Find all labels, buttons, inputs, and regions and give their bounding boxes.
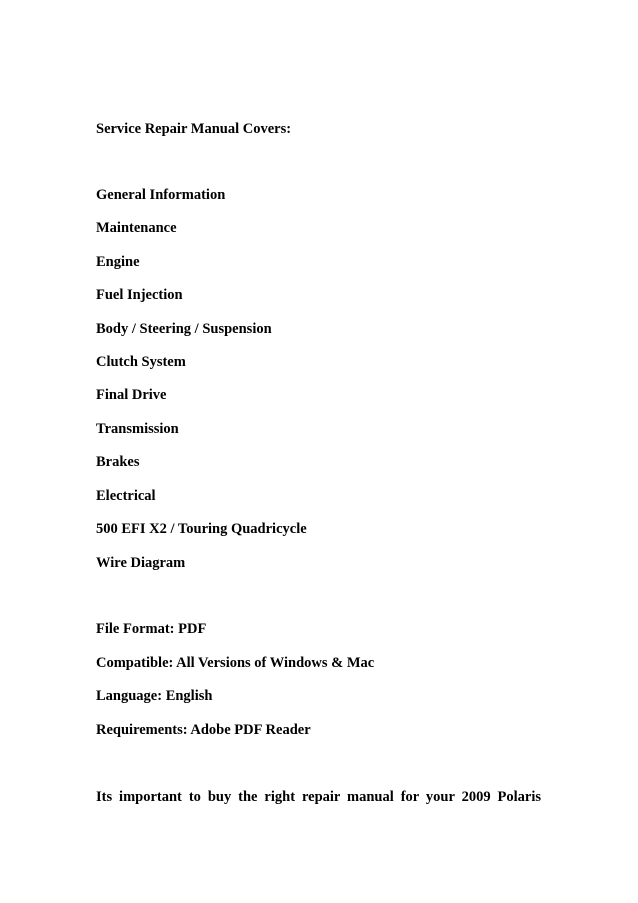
list-item-general-information: General Information — [96, 187, 226, 203]
list-item-brakes: Brakes — [96, 454, 140, 470]
list-item-fuel-injection: Fuel Injection — [96, 287, 183, 303]
list-item-wire-diagram: Wire Diagram — [96, 555, 186, 571]
compatibility: Compatible: All Versions of Windows & Mac — [96, 655, 375, 671]
list-item-electrical: Electrical — [96, 488, 156, 504]
section-heading: Service Repair Manual Covers: — [96, 121, 292, 137]
list-item-transmission: Transmission — [96, 421, 179, 437]
list-item-maintenance: Maintenance — [96, 220, 177, 236]
requirements: Requirements: Adobe PDF Reader — [96, 722, 311, 738]
list-item-final-drive: Final Drive — [96, 387, 167, 403]
list-item-500-efi-x2: 500 EFI X2 / Touring Quadricycle — [96, 521, 307, 537]
file-format: File Format: PDF — [96, 621, 207, 637]
list-item-body-steering-suspension: Body / Steering / Suspension — [96, 321, 272, 337]
list-item-clutch-system: Clutch System — [96, 354, 186, 370]
language: Language: English — [96, 688, 213, 704]
list-item-engine: Engine — [96, 254, 140, 270]
closing-paragraph: Its important to buy the right repair manual for your 2009 Polaris — [96, 789, 541, 805]
